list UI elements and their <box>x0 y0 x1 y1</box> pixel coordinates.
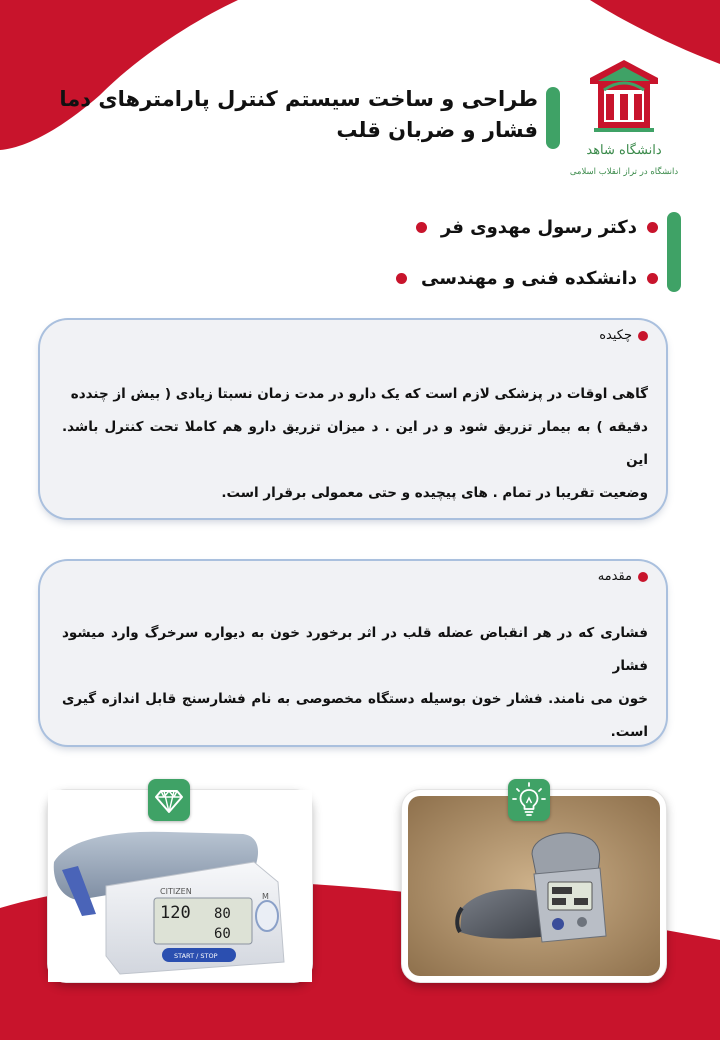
memory-label: M <box>262 892 269 901</box>
abstract-line-3: وضعیت تقریبا در تمام . های پیچیده و حتی معمولی برقرار است. <box>221 485 648 501</box>
systolic-value: 120 <box>160 903 191 923</box>
author-name: دکتر رسول مهدوی فر <box>440 217 637 238</box>
device-brand: CITIZEN <box>160 887 192 896</box>
start-stop-label: START / STOP <box>174 952 218 960</box>
bullet-icon <box>647 273 658 284</box>
logo-text-primary: دانشگاه شاهد <box>586 143 662 158</box>
abstract-text <box>62 378 648 510</box>
abstract-line-1: گاهی اوقات در پزشکی لازم است که یک دارو در مدت زمان نسبتا زیادی ( بیش از چندده <box>70 386 648 402</box>
faculty-name: دانشکده فنی و مهندسی <box>421 268 637 289</box>
logo-text-secondary: دانشگاه در تراز انقلاب اسلامی <box>569 167 679 177</box>
page-title <box>59 84 538 146</box>
intro-line-1: فشاری که در هر انقباض عضله قلب در اثر برخورد خون به دیواره سرخرگ وارد میشود فشار <box>62 625 648 674</box>
title-line-2: فشار و ضربان قلب <box>336 118 538 142</box>
intro-line-2: خون می نامند. فشار خون بوسیله دستگاه مخصوصی به نام فشارسنج قابل اندازه گیری است. <box>62 691 648 740</box>
intro-box <box>40 561 666 745</box>
abstract-label-text: چکیده <box>599 328 632 343</box>
bullet-icon <box>638 331 648 341</box>
lightbulb-badge <box>508 779 550 821</box>
bullet-icon <box>416 222 427 233</box>
bullet-icon <box>647 222 658 233</box>
diastolic-value: 80 <box>214 906 231 922</box>
university-logo <box>569 56 679 190</box>
intro-text <box>62 617 648 749</box>
abstract-box <box>40 320 666 518</box>
diamond-icon <box>148 779 190 821</box>
intro-label-text: مقدمه <box>597 569 632 584</box>
lightbulb-icon <box>508 779 550 821</box>
abstract-line-2: دقیقه ) به بیمار تزریق شود و در این . د میزان تزریق دارو هم کاملا تحت کنترل باشد. این <box>62 419 648 468</box>
pulse-value: 60 <box>214 926 231 942</box>
author-name-item <box>406 217 658 238</box>
title-accent-bar <box>546 87 560 149</box>
intro-label <box>598 569 648 584</box>
faculty-item <box>386 268 658 289</box>
diamond-badge <box>148 779 190 821</box>
abstract-label <box>599 328 648 343</box>
title-line-1: طراحی و ساخت سیستم کنترل پارامترهای دما <box>59 87 538 111</box>
bullet-icon <box>396 273 407 284</box>
authors-accent-bar <box>667 212 681 292</box>
bullet-icon <box>638 572 648 582</box>
